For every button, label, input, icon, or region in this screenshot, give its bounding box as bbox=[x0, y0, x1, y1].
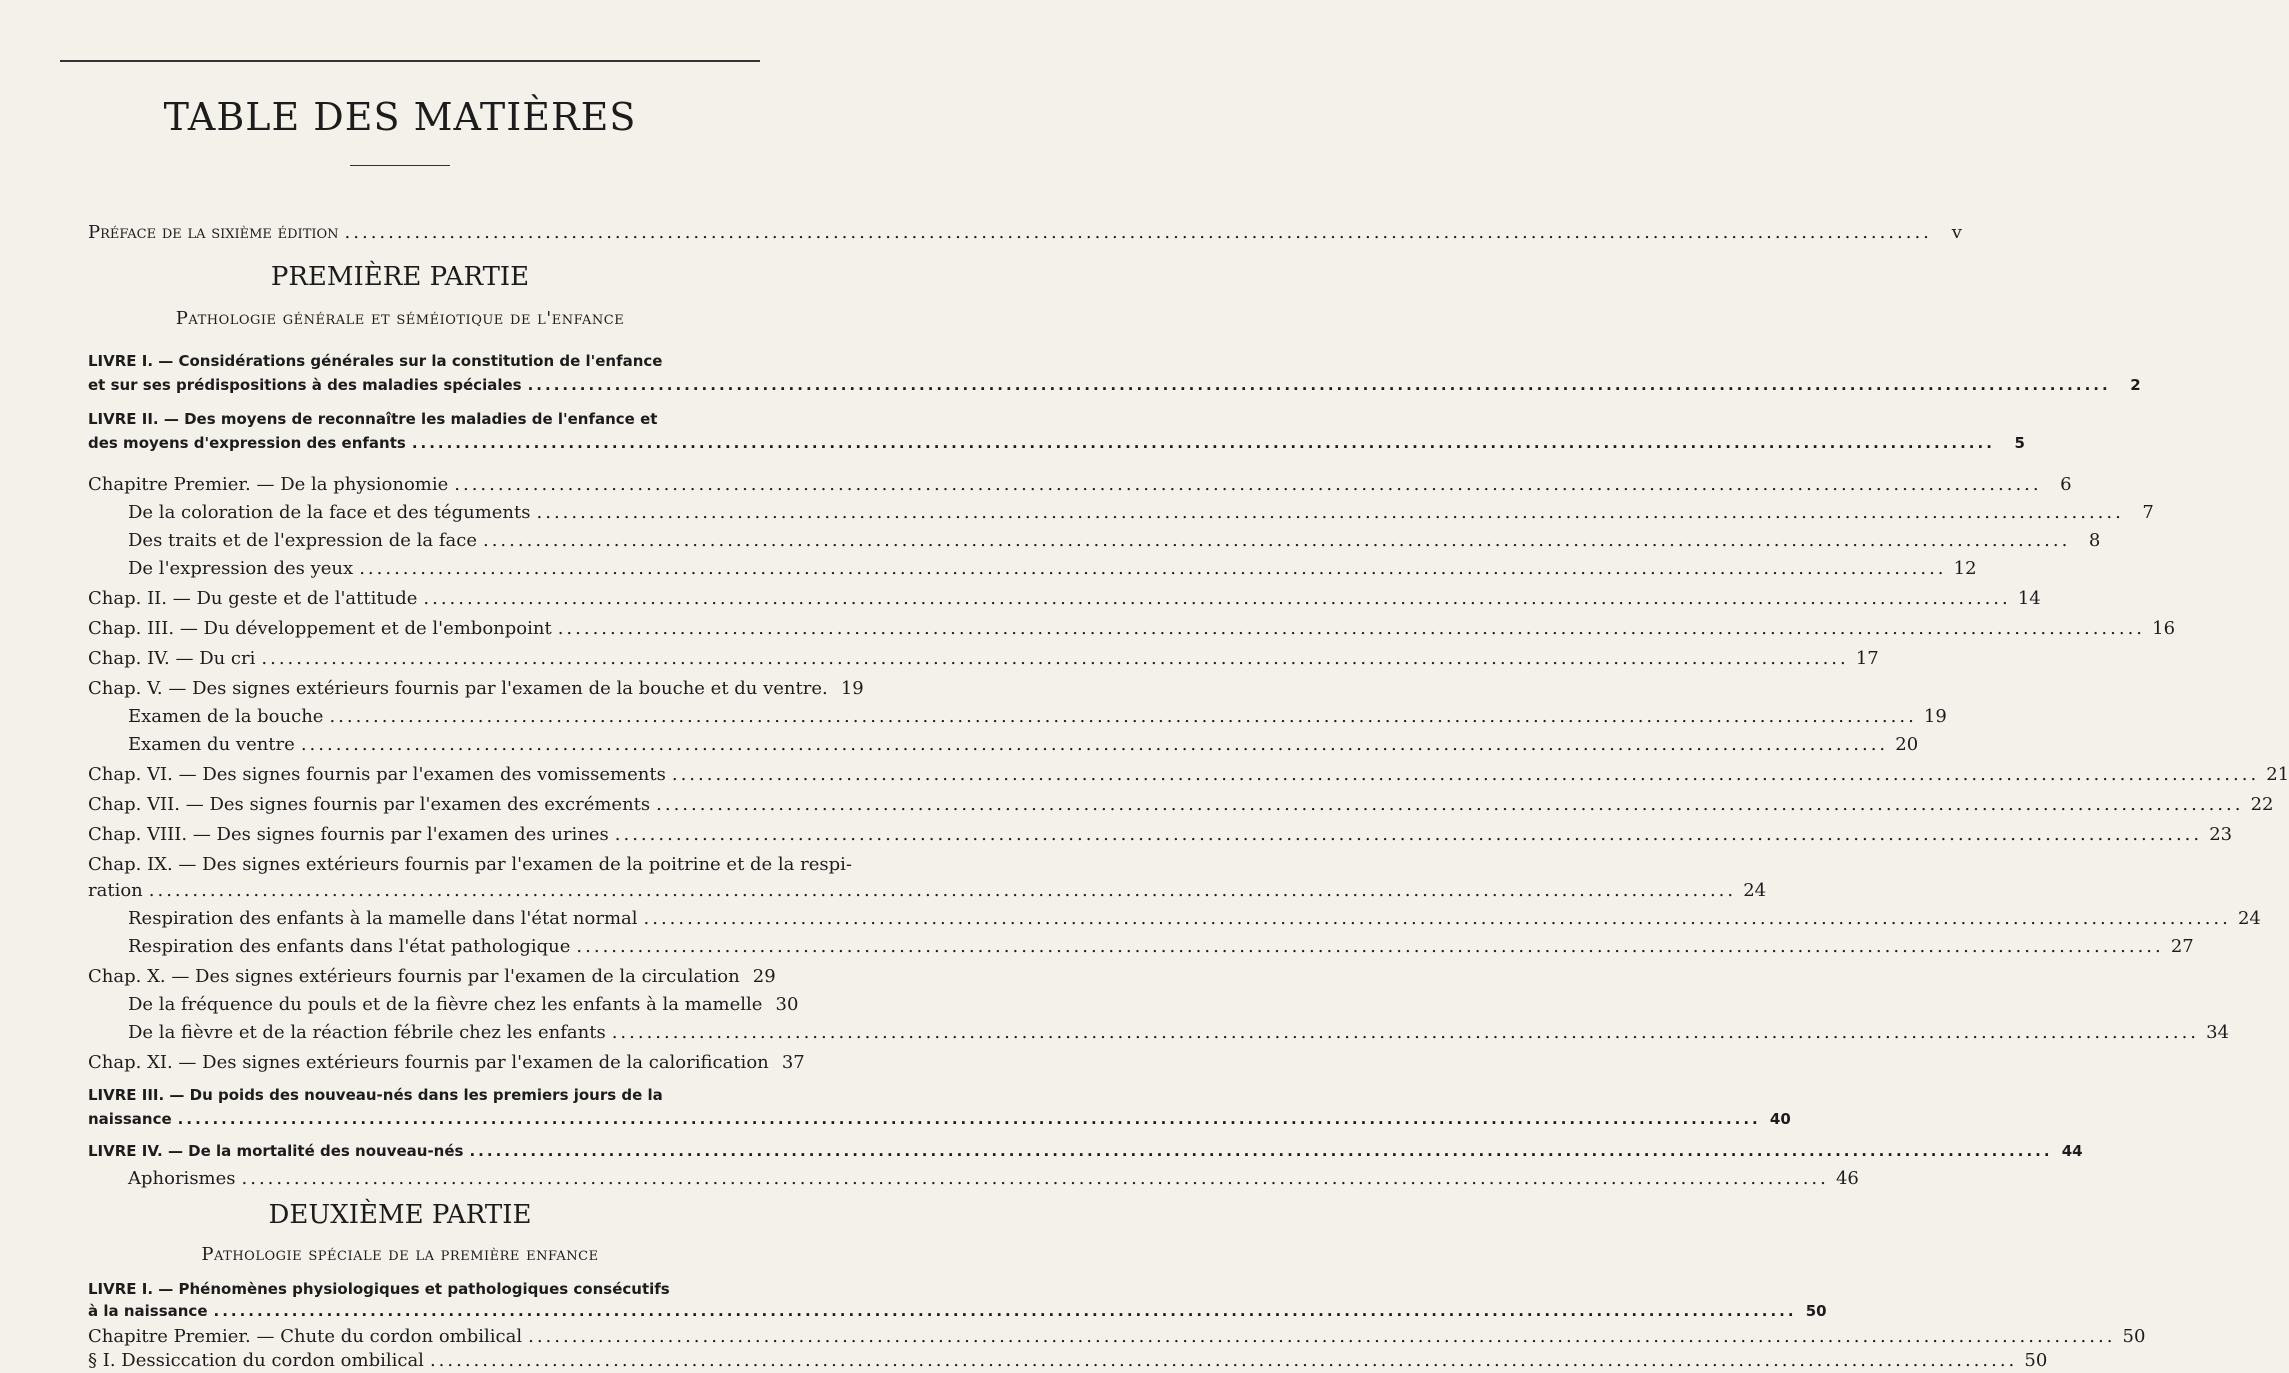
toc-entry[interactable] bbox=[88, 794, 2274, 815]
leader-dots bbox=[261, 648, 1848, 669]
toc-entry-page: 5 bbox=[2014, 434, 2025, 452]
toc-entry-label: Chap. V. — Des signes extérieurs fournis par l'examen de la bouche et du ventre. bbox=[88, 678, 828, 699]
toc-entry-page: 19 bbox=[1923, 706, 1947, 727]
toc-entry-page: 7 bbox=[2142, 502, 2154, 523]
toc-entry-page: 21 bbox=[2266, 764, 2289, 785]
toc-entry-label: Chap. VII. — Des signes fournis par l'examen des excréments bbox=[88, 794, 651, 815]
leader-dots bbox=[644, 908, 2231, 929]
toc-entry[interactable] bbox=[128, 706, 1947, 727]
toc-entry-page: 50 bbox=[2024, 1350, 2048, 1371]
toc-entry-page: 44 bbox=[2061, 1142, 2083, 1160]
toc-entry[interactable] bbox=[88, 1326, 2146, 1347]
livre-heading[interactable]: LIVRE II. — Des moyens de reconnaître les maladies de l'enfance et bbox=[88, 410, 658, 428]
toc-entry-page: 24 bbox=[1743, 880, 1767, 901]
toc-entry[interactable] bbox=[128, 734, 1919, 755]
toc-entry-page: 19 bbox=[840, 678, 864, 699]
toc-entry-label: à la naissance bbox=[88, 1302, 208, 1320]
toc-entry-livre[interactable] bbox=[88, 376, 2141, 394]
leader-dots bbox=[454, 474, 2041, 495]
page-title: TABLE DES MATIÈRES bbox=[163, 95, 637, 139]
toc-entry[interactable] bbox=[88, 966, 776, 987]
part-heading: PREMIÈRE PARTIE bbox=[270, 262, 530, 292]
toc-entry-label: De la coloration de la face et des téguments bbox=[128, 502, 531, 523]
leader-dots bbox=[612, 1022, 2199, 1043]
toc-entry-label: Chap. III. — Du développement et de l'embonpoint bbox=[88, 618, 552, 639]
leader-dots bbox=[558, 618, 2145, 639]
leader-dots bbox=[469, 1142, 2052, 1160]
toc-entry[interactable] bbox=[128, 1168, 1859, 1189]
toc-entry-page: 27 bbox=[2170, 936, 2194, 957]
toc-entry[interactable] bbox=[88, 764, 2289, 785]
toc-entry-label: § I. Dessiccation du cordon ombilical bbox=[88, 1350, 424, 1371]
toc-entry-label: Respiration des enfants dans l'état pathologique bbox=[128, 936, 571, 957]
leader-dots bbox=[576, 936, 2163, 957]
toc-entry-page: 37 bbox=[781, 1052, 805, 1073]
toc-entry-page: 6 bbox=[2060, 474, 2072, 495]
leader-dots bbox=[214, 1302, 1797, 1320]
toc-entry[interactable] bbox=[128, 936, 2194, 957]
toc-entry-page: 50 bbox=[1805, 1302, 1827, 1320]
leader-dots bbox=[242, 1168, 1829, 1189]
toc-entry[interactable] bbox=[88, 648, 1879, 669]
toc-entry-label: Chap. VIII. — Des signes fournis par l'examen des urines bbox=[88, 824, 609, 845]
toc-entry-label: ration bbox=[88, 880, 143, 901]
leader-dots bbox=[656, 794, 2243, 815]
toc-entry[interactable] bbox=[88, 824, 2233, 845]
leader-dots bbox=[483, 530, 2070, 551]
toc-entry-page: 24 bbox=[2237, 908, 2261, 929]
toc-entry-page: 34 bbox=[2206, 1022, 2230, 1043]
toc-entry-label: LIVRE IV. — De la mortalité des nouveau-nés bbox=[88, 1142, 464, 1160]
toc-entry-page: 14 bbox=[2017, 588, 2041, 609]
leader-dots bbox=[528, 376, 2111, 394]
part-heading: DEUXIÈME PARTIE bbox=[268, 1200, 532, 1230]
livre-heading[interactable]: LIVRE III. — Du poids des nouveau-nés dans les premiers jours de la bbox=[88, 1086, 663, 1104]
toc-entry[interactable] bbox=[128, 558, 1977, 579]
toc-entry-page: 46 bbox=[1835, 1168, 1859, 1189]
toc-entry-page: 23 bbox=[2209, 824, 2233, 845]
toc-entry-label: Chap. II. — Du geste et de l'attitude bbox=[88, 588, 418, 609]
toc-entry-label: Respiration des enfants à la mamelle dans l'état normal bbox=[128, 908, 638, 929]
leader-dots bbox=[149, 880, 1736, 901]
title-divider bbox=[350, 165, 450, 166]
toc-entry-label: des moyens d'expression des enfants bbox=[88, 434, 406, 452]
toc-entry[interactable] bbox=[88, 678, 864, 699]
toc-entry-page: 17 bbox=[1855, 648, 1879, 669]
leader-dots bbox=[537, 502, 2124, 523]
toc-entry-label: De la fréquence du pouls et de la fièvre chez les enfants à la mamelle bbox=[128, 994, 763, 1015]
toc-entry-page: 20 bbox=[1895, 734, 1919, 755]
toc-entry[interactable] bbox=[88, 880, 1767, 901]
leader-dots bbox=[329, 706, 1916, 727]
toc-entry-label: naissance bbox=[88, 1110, 172, 1128]
part-subheading: Pathologie générale et séméiotique de l'enfance bbox=[175, 308, 625, 329]
toc-entry-page: 12 bbox=[1953, 558, 1977, 579]
toc-entry-livre[interactable] bbox=[88, 1110, 1791, 1128]
toc-entry-label: Aphorismes bbox=[128, 1168, 236, 1189]
leader-dots bbox=[615, 824, 2202, 845]
toc-entry-page: 8 bbox=[2088, 530, 2101, 551]
toc-entry-page: 40 bbox=[1769, 1110, 1791, 1128]
toc-entry-label: Chapitre Premier. — De la physionomie bbox=[88, 474, 449, 495]
toc-entry-livre[interactable] bbox=[88, 434, 2025, 452]
toc-entry[interactable] bbox=[88, 1052, 805, 1073]
toc-entry-label: De l'expression des yeux bbox=[128, 558, 354, 579]
toc-entry[interactable] bbox=[128, 1022, 2230, 1043]
part-subheading: Pathologie spéciale de la première enfance bbox=[201, 1244, 599, 1265]
toc-entry[interactable] bbox=[88, 854, 852, 875]
toc-entry-label: Chapitre Premier. — Chute du cordon ombilical bbox=[88, 1326, 523, 1347]
toc-entry-label: Chap. IX. — Des signes extérieurs fournis par l'examen de la poitrine et de la respi- bbox=[88, 854, 852, 875]
toc-entry[interactable] bbox=[88, 588, 2041, 609]
leader-dots bbox=[672, 764, 2259, 785]
toc-entry-page: 30 bbox=[775, 994, 799, 1015]
toc-entry-page: 29 bbox=[752, 966, 776, 987]
toc-entry-label: Chap. X. — Des signes extérieurs fournis par l'examen de la circulation bbox=[88, 966, 740, 987]
toc-entry-page: v bbox=[1951, 222, 1962, 243]
leader-dots bbox=[430, 1350, 2017, 1371]
toc-entry-label: Examen du ventre bbox=[128, 734, 295, 755]
toc-entry[interactable] bbox=[128, 908, 2261, 929]
livre-heading[interactable]: LIVRE I. — Phénomènes physiologiques et pathologiques consécutifs bbox=[88, 1280, 670, 1298]
toc-entry[interactable] bbox=[88, 474, 2072, 495]
toc-entry-label: Chap. XI. — Des signes extérieurs fournis par l'examen de la calorification bbox=[88, 1052, 769, 1073]
toc-entry-label: Chap. IV. — Du cri bbox=[88, 648, 256, 669]
toc-entry-label: Examen de la bouche bbox=[128, 706, 324, 727]
top-rule bbox=[60, 60, 760, 62]
toc-entry-label: Des traits et de l'expression de la face bbox=[128, 530, 477, 551]
leader-dots bbox=[301, 734, 1888, 755]
toc-entry-label: De la fièvre et de la réaction fébrile chez les enfants bbox=[128, 1022, 606, 1043]
leader-dots bbox=[412, 434, 1995, 452]
leader-dots bbox=[359, 558, 1946, 579]
toc-entry-page: 2 bbox=[2130, 376, 2141, 394]
toc-entry[interactable] bbox=[88, 1350, 2048, 1371]
toc-entry[interactable] bbox=[128, 502, 2154, 523]
leader-dots bbox=[178, 1110, 1761, 1128]
toc-entry-label: Chap. VI. — Des signes fournis par l'examen des vomissements bbox=[88, 764, 666, 785]
toc-entry[interactable] bbox=[128, 994, 799, 1015]
toc-entry-page: 16 bbox=[2152, 618, 2176, 639]
toc-entry-label: et sur ses prédispositions à des maladies spéciales bbox=[88, 376, 522, 394]
toc-entry-page: 50 bbox=[2122, 1326, 2146, 1347]
toc-entry-page: 22 bbox=[2250, 794, 2274, 815]
leader-dots bbox=[345, 222, 1932, 243]
livre-heading[interactable]: LIVRE I. — Considérations générales sur la constitution de l'enfance bbox=[88, 352, 663, 370]
toc-entry[interactable] bbox=[128, 530, 2101, 551]
toc-entry[interactable] bbox=[88, 618, 2176, 639]
toc-entry-livre[interactable] bbox=[88, 1302, 1827, 1320]
leader-dots bbox=[423, 588, 2010, 609]
toc-entry-preface[interactable] bbox=[88, 222, 1962, 243]
leader-dots bbox=[528, 1326, 2115, 1347]
toc-entry-livre[interactable] bbox=[88, 1142, 2083, 1160]
toc-entry-label: Préface de la sixième édition bbox=[88, 222, 339, 243]
